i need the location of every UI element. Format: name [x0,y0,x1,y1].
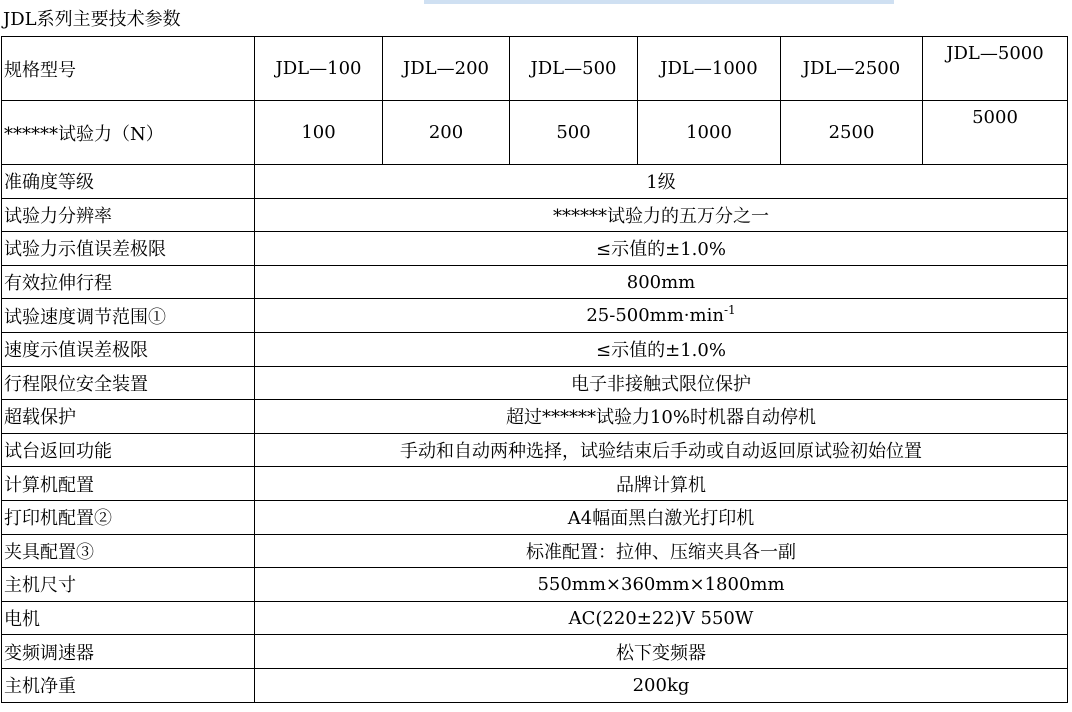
table-row [2,332,1068,366]
row-value: ******试验力的五万分之一 [255,198,1068,232]
row-value: 超过******试验力10%时机器自动停机 [255,400,1068,434]
force-cell: 500 [510,101,638,165]
force-cell: 1000 [638,101,781,165]
model-cell: JDL—2500 [781,37,923,101]
row-label: 有效拉伸行程 [2,265,255,299]
table-row [2,433,1068,467]
spec-table [1,36,1068,703]
row-value: 手动和自动两种选择，试验结束后手动或自动返回原试验初始位置 [255,433,1068,467]
table-row [2,198,1068,232]
table-row [2,400,1068,434]
row-label: 主机尺寸 [2,568,255,602]
row-label: 试验力分辨率 [2,198,255,232]
row-value: ≤示值的±1.0% [255,232,1068,266]
row-value: 800mm [255,265,1068,299]
row-value: 松下变频器 [255,635,1068,669]
row-label: 打印机配置② [2,500,255,534]
row-value: A4幅面黑白激光打印机 [255,500,1068,534]
row-label: 速度示值误差极限 [2,332,255,366]
table-row [2,668,1068,702]
force-cell: 200 [383,101,510,165]
row-label: 试台返回功能 [2,433,255,467]
model-cell: JDL—1000 [638,37,781,101]
page-title: JDL系列主要技术参数 [3,9,181,30]
table-row [2,165,1068,199]
row-value: 1级 [255,165,1068,199]
row-value: 品牌计算机 [255,467,1068,501]
table-row-force [2,101,1068,165]
model-cell: JDL—500 [510,37,638,101]
table-row [2,366,1068,400]
row-label: 准确度等级 [2,165,255,199]
row-label: 试验速度调节范围① [2,299,255,333]
row-label: 规格型号 [2,37,255,101]
table-row-models [2,37,1068,101]
table-row [2,299,1068,333]
row-label: ******试验力（N） [2,101,255,165]
table-row [2,635,1068,669]
row-label: 计算机配置 [2,467,255,501]
model-cell: JDL—200 [383,37,510,101]
row-label: 变频调速器 [2,635,255,669]
row-label: 夹具配置③ [2,534,255,568]
row-label: 电机 [2,601,255,635]
row-value: 标准配置：拉伸、压缩夹具各一副 [255,534,1068,568]
table-row [2,500,1068,534]
speed-range-text: 25-500mm·min [586,305,724,327]
row-label: 行程限位安全装置 [2,366,255,400]
speed-unit-exponent: -1 [723,303,736,318]
model-cell: JDL—100 [255,37,383,101]
table-row [2,232,1068,266]
table-row [2,601,1068,635]
table-row [2,534,1068,568]
table-row [2,467,1068,501]
top-decorative-strip [424,0,894,4]
row-label: 主机净重 [2,668,255,702]
table-row [2,568,1068,602]
force-cell: 5000 [923,101,1068,165]
row-label: 超载保护 [2,400,255,434]
row-value: ≤示值的±1.0% [255,332,1068,366]
row-value: 电子非接触式限位保护 [255,366,1068,400]
row-label: 试验力示值误差极限 [2,232,255,266]
row-value-speed [255,299,1068,333]
model-cell: JDL—5000 [923,37,1068,101]
row-value: 550mm×360mm×1800mm [255,568,1068,602]
table-row [2,265,1068,299]
force-cell: 100 [255,101,383,165]
force-cell: 2500 [781,101,923,165]
row-value: AC(220±22)V 550W [255,601,1068,635]
row-value: 200kg [255,668,1068,702]
